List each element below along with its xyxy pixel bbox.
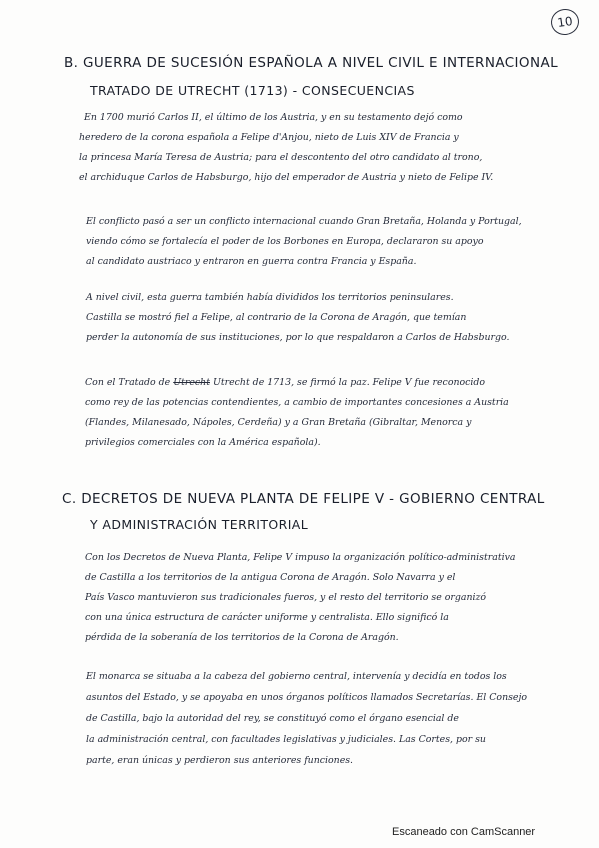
text-line: la administración central, con facultades legislativas y judiciales. Las Cortes, por su — [86, 734, 486, 745]
text-segment: Utrecht de 1713, se firmó la paz. Felipe V fue reconocido — [212, 377, 486, 388]
text-line: como rey de las potencias contendientes, a cambio de importantes concesiones a Austria — [85, 397, 509, 408]
text-line: (Flandes, Milanesado, Nápoles, Cerdeña) y a Gran Bretaña (Gibraltar, Menorca y — [85, 417, 472, 428]
text-line: perder la autonomía de sus instituciones, por lo que respaldaron a Carlos de Habsburgo. — [86, 332, 510, 343]
section-c-heading-line1: C. DECRETOS DE NUEVA PLANTA DE FELIPE V - GOBIERNO CENTRAL — [62, 491, 545, 507]
text-line: heredero de la corona española a Felipe d'Anjou, nieto de Luis XIV de Francia y — [79, 132, 459, 143]
text-line: asuntos del Estado, y se apoyaba en unos órganos políticos llamados Secretarías. El Consejo — [86, 692, 528, 703]
page-number: 10 — [549, 7, 580, 37]
text-line: de Castilla a los territorios de la antigua Corona de Aragón. Solo Navarra y el — [85, 572, 456, 583]
text-line: viendo cómo se fortalecía el poder de los Borbones en Europa, declararon su apoyo — [86, 236, 484, 247]
text-line: País Vasco mantuvieron sus tradicionales fueros, y el resto del territorio se organizó — [85, 592, 487, 603]
text-line: Castilla se mostró fiel a Felipe, al contrario de la Corona de Aragón, que temían — [86, 312, 467, 323]
section-c-paragraph-1 — [85, 548, 515, 648]
text-line: A nivel civil, esta guerra también había divididos los territorios peninsulares. — [86, 292, 454, 303]
section-b-heading — [64, 49, 558, 105]
section-b-heading-line1: B. GUERRA DE SUCESIÓN ESPAÑOLA A NIVEL CIVIL E INTERNACIONAL — [64, 55, 559, 71]
text-line: El conflicto pasó a ser un conflicto internacional cuando Gran Bretaña, Holanda y Portugal, — [86, 216, 522, 227]
section-b-heading-line2: TRATADO DE UTRECHT (1713) - CONSECUENCIAS — [90, 83, 415, 98]
text-line — [85, 373, 509, 393]
text-line: de Castilla, bajo la autoridad del rey, se constituyó como el órgano esencial de — [86, 713, 459, 724]
text-line: con una única estructura de carácter uniforme y centralista. Ello significó la — [85, 612, 449, 623]
section-c-heading — [62, 487, 545, 537]
section-b-paragraph-3 — [86, 288, 509, 348]
struck-word: Utrecht — [173, 377, 210, 388]
text-line: parte, eran únicas y perdieron sus anteriores funciones. — [86, 755, 354, 766]
text-line: Con los Decretos de Nueva Planta, Felipe V impuso la organización político-administrativa — [85, 552, 516, 563]
text-line: pérdida de la soberanía de los territorios de la Corona de Aragón. — [85, 632, 399, 643]
text-line: privilegios comerciales con la América española). — [85, 437, 321, 448]
text-line: al candidato austriaco y entraron en guerra contra Francia y España. — [86, 256, 417, 267]
text-line: El monarca se situaba a la cabeza del gobierno central, intervenía y decidía en todos los — [86, 671, 507, 682]
section-c-heading-line2: Y ADMINISTRACIÓN TERRITORIAL — [90, 517, 309, 532]
text-line: la princesa María Teresa de Austria; para el descontento del otro candidato al trono, — [79, 152, 483, 163]
section-b-paragraph-4 — [85, 373, 509, 453]
text-line: En 1700 murió Carlos II, el último de los Austria, y en su testamento dejó como — [84, 112, 463, 123]
section-b-paragraph-1 — [79, 108, 494, 188]
text-line: el archiduque Carlos de Habsburgo, hijo del emperador de Austria y nieto de Felipe IV. — [79, 172, 494, 183]
section-b-paragraph-2 — [86, 212, 522, 272]
section-c-paragraph-2 — [86, 666, 527, 771]
scanner-watermark: Escaneado con CamScanner — [392, 826, 536, 838]
text-segment: Con el Tratado de — [85, 377, 171, 388]
